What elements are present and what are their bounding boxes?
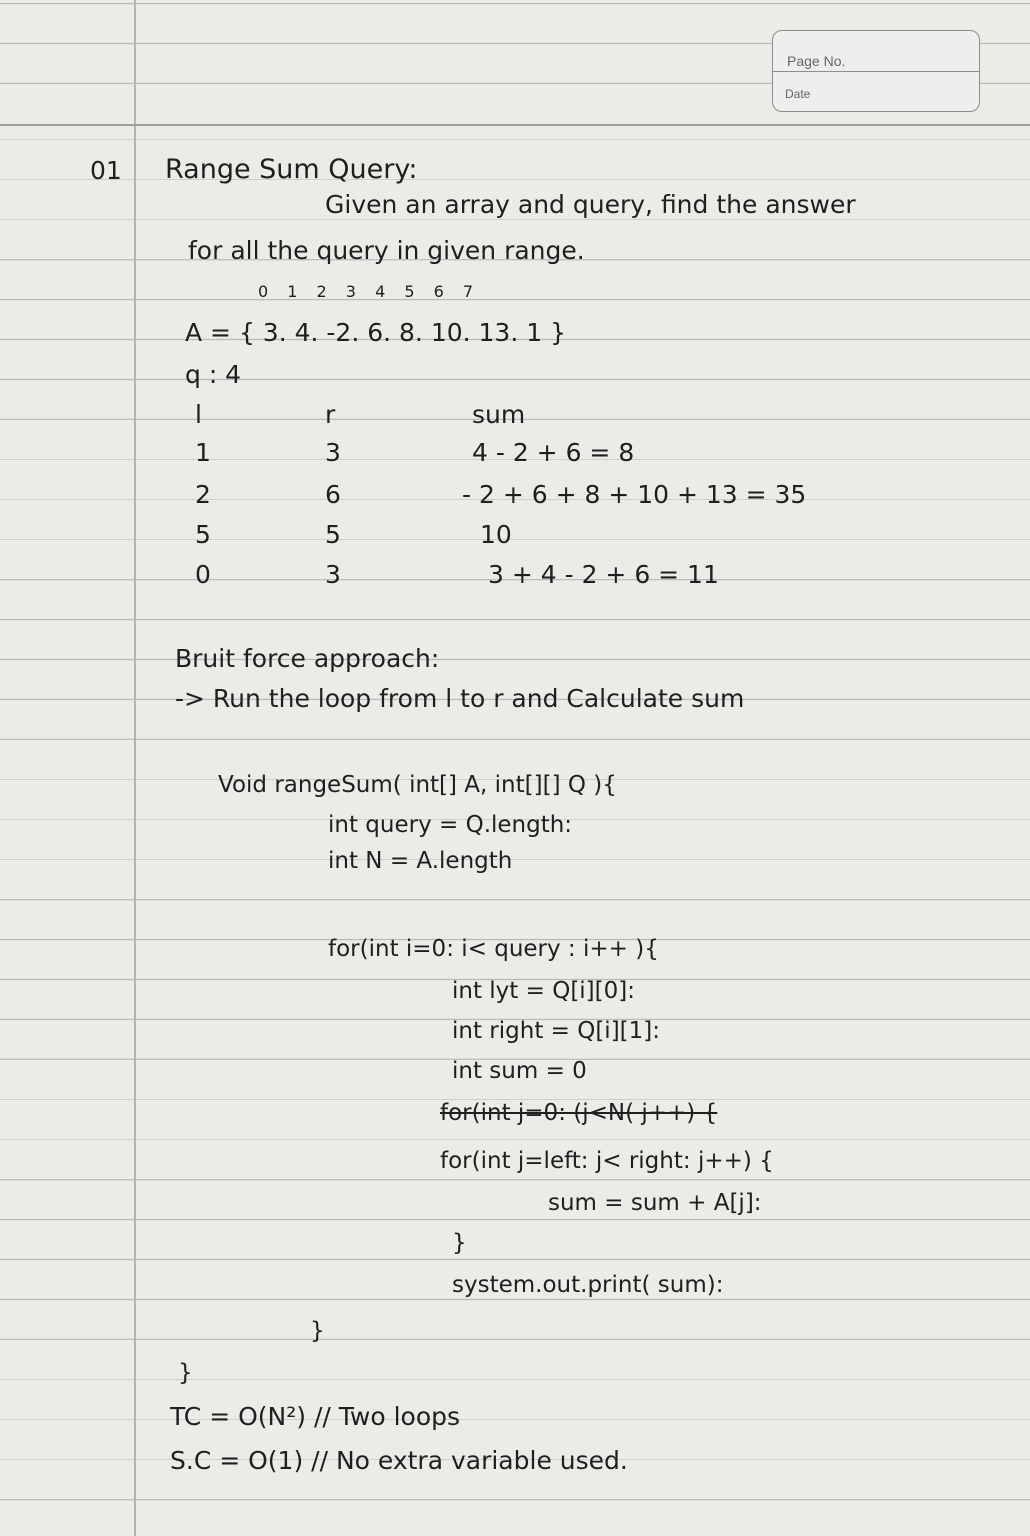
question-desc-line1: Given an array and query, find the answer — [325, 190, 856, 219]
question-number: 01 — [90, 156, 122, 185]
code-line-5: int lyt = Q[i][0]: — [452, 978, 635, 1004]
code-line-9: for(int j=left: j< right: j++) { — [440, 1148, 774, 1174]
table-row-2-r: 6 — [325, 480, 341, 509]
code-line-1: Void rangeSum( int[] A, int[][] Q ){ — [218, 772, 617, 798]
table-row-3-sum: 10 — [480, 520, 512, 549]
question-title: Range Sum Query: — [165, 154, 418, 185]
table-row-1-r: 3 — [325, 438, 341, 467]
query-count: q : 4 — [185, 360, 242, 389]
table-row-3-r: 5 — [325, 520, 341, 549]
code-line-12: system.out.print( sum): — [452, 1272, 724, 1298]
table-row-2-sum: - 2 + 6 + 8 + 10 + 13 = 35 — [462, 480, 807, 509]
space-complexity: S.C = O(1) // No extra variable used. — [170, 1446, 628, 1475]
question-desc-line2: for all the query in given range. — [188, 236, 585, 265]
date-label: Date — [785, 87, 811, 101]
time-complexity: TC = O(N²) // Two loops — [170, 1402, 461, 1431]
page-date-box — [772, 30, 980, 112]
table-header-r: r — [325, 400, 336, 429]
page-no-label: Page No. — [787, 53, 846, 69]
table-row-4-sum: 3 + 4 - 2 + 6 = 11 — [488, 560, 719, 589]
table-header-sum: sum — [472, 400, 526, 429]
code-line-3: int N = A.length — [328, 848, 513, 874]
code-line-14: } — [178, 1360, 193, 1386]
code-line-11: } — [452, 1230, 467, 1256]
table-row-3-l: 5 — [195, 520, 211, 549]
page-date-divider — [773, 71, 979, 72]
code-line-10: sum = sum + A[j]: — [548, 1190, 762, 1216]
table-row-1-sum: 4 - 2 + 6 = 8 — [472, 438, 635, 467]
table-header-l: l — [195, 400, 202, 429]
array-indices: 0 1 2 3 4 5 6 7 — [258, 282, 474, 301]
brute-force-heading: Bruit force approach: — [175, 644, 440, 673]
code-line-2: int query = Q.length: — [328, 812, 573, 838]
code-line-7: int sum = 0 — [452, 1058, 587, 1084]
table-row-4-l: 0 — [195, 560, 211, 589]
table-row-2-l: 2 — [195, 480, 211, 509]
code-line-8-struck: for(int j=0: (j<N( j++) { — [440, 1100, 718, 1126]
table-row-1-l: 1 — [195, 438, 211, 467]
code-line-6: int right = Q[i][1]: — [452, 1018, 660, 1044]
array-values: A = { 3. 4. -2. 6. 8. 10. 13. 1 } — [185, 318, 566, 347]
margin-line — [134, 0, 136, 1536]
header-rule — [0, 124, 1030, 126]
brute-force-step: -> Run the loop from l to r and Calculate sum — [175, 684, 745, 713]
table-row-4-r: 3 — [325, 560, 341, 589]
code-line-13: } — [310, 1318, 325, 1344]
code-line-4: for(int i=0: i< query : i++ ){ — [328, 936, 659, 962]
